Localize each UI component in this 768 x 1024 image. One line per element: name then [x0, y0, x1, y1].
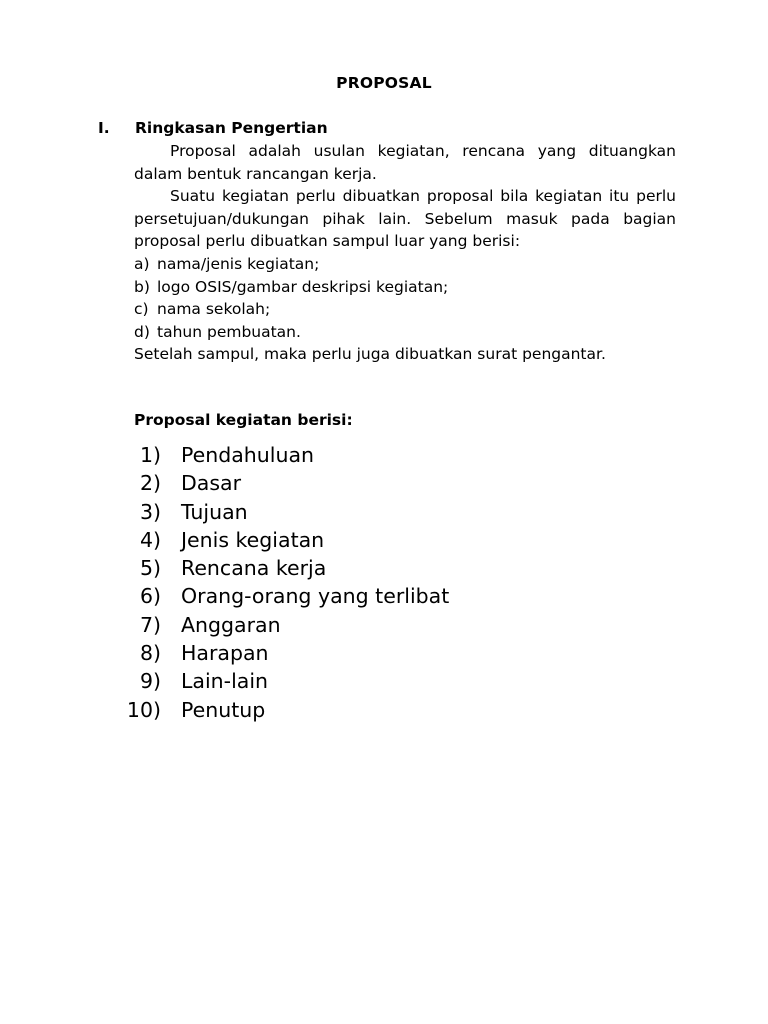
list-item-label: Penutup: [181, 697, 266, 722]
list-item-label: Rencana kerja: [181, 556, 327, 581]
paragraph: Suatu kegiatan perlu dibuatkan proposal bila kegiatan itu perlu persetujuan/dukungan pihak lain. Sebelum masuk pada bagian proposal perlu dibuatkan sampul luar yang berisi:: [134, 187, 676, 251]
list-item: [110, 554, 449, 582]
list-item-label: Orang-orang yang terlibat: [181, 584, 450, 609]
list-item: [110, 526, 449, 554]
list-number: 10): [126, 697, 161, 722]
list-item: [110, 696, 449, 724]
list-item-text: nama/jenis kegiatan;: [157, 254, 320, 273]
list-item-label: Tujuan: [181, 499, 248, 524]
list-marker: c): [134, 300, 149, 319]
list-number: 8): [139, 641, 161, 666]
list-item: [134, 298, 676, 321]
list-number: 2): [139, 471, 161, 496]
list-item: [110, 469, 449, 497]
list-item: [134, 253, 676, 276]
list-item-text: logo OSIS/gambar deskripsi kegiatan;: [157, 277, 449, 296]
closing-line: Setelah sampul, maka perlu juga dibuatkan surat pengantar.: [134, 345, 606, 364]
section-body: [134, 140, 676, 366]
list-marker: d): [134, 322, 150, 341]
section-heading: Ringkasan Pengertian: [135, 119, 328, 137]
list-item-label: Anggaran: [181, 612, 281, 637]
cover-contents-list: [134, 253, 676, 343]
list-number: 1): [139, 443, 161, 467]
list-number: 6): [139, 584, 161, 609]
list-item: [110, 667, 449, 695]
list-number: 5): [139, 556, 161, 581]
list-item: [110, 441, 449, 469]
list-item-label: Jenis kegiatan: [181, 527, 325, 552]
list-number: 7): [139, 612, 161, 637]
list-item: [110, 498, 449, 526]
list-number: 3): [139, 499, 161, 524]
list-number: 4): [139, 527, 161, 552]
document-title: PROPOSAL: [336, 74, 432, 92]
list-item: [110, 582, 449, 610]
list-item: [134, 276, 676, 299]
list-number: 9): [139, 669, 161, 694]
list-item: [134, 321, 676, 344]
list-item-label: Pendahuluan: [181, 443, 315, 467]
list-marker: b): [134, 277, 150, 296]
list-item-text: nama sekolah;: [157, 300, 271, 319]
list-marker: a): [134, 254, 150, 273]
list-item-label: Dasar: [181, 471, 242, 496]
list-item-label: Lain-lain: [181, 669, 269, 694]
list-item-text: tahun pembuatan.: [157, 322, 301, 341]
section-number: I.: [98, 119, 110, 137]
contents-heading: Proposal kegiatan berisi:: [134, 411, 353, 429]
list-item: [110, 639, 449, 667]
list-item: [110, 611, 449, 639]
proposal-contents-list: [110, 441, 449, 724]
paragraph: Proposal adalah usulan kegiatan, rencana yang dituangkan dalam bentuk rancangan kerja.: [134, 142, 676, 183]
list-item-label: Harapan: [181, 641, 269, 666]
